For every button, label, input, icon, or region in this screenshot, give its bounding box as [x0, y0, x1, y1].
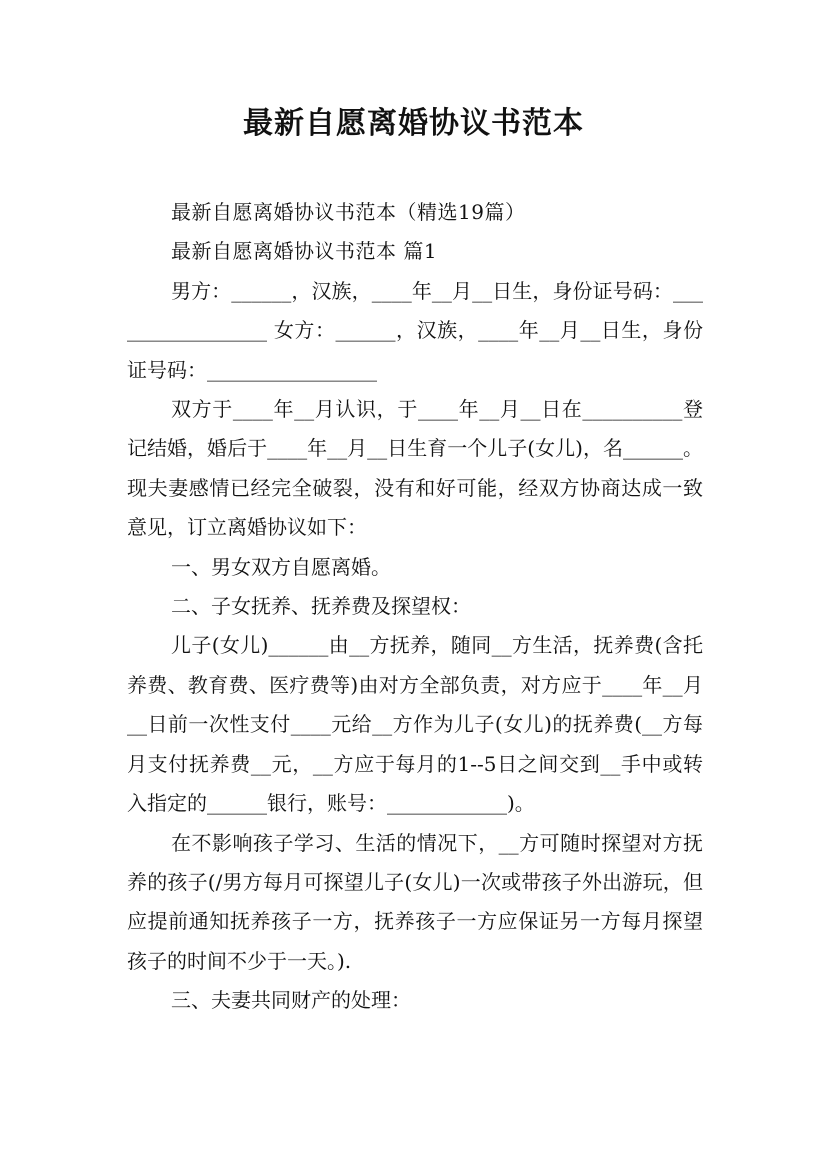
document-body — [127, 193, 703, 1021]
custody-paragraph: 儿子(女儿)______由__方抚养，随同__方生活，抚养费(含托养费、教育费、医疗费等)由对方全部负责，对方应于____年__月__日前一次性支付____元给__方作为儿子(女儿)的抚养费(__方每月支付抚养费__元，__方应于每月的1--5日之间交到__手中或转入指定的______银行，账号：____________)。 — [127, 633, 703, 816]
parties-paragraph: 男方：______，汉族，____年__月__日生，身份证号码：_________________ 女方：______，汉族，____年__月__日生，身份证号码：_________________ — [127, 278, 703, 382]
marriage-paragraph: 双方于____年__月认识，于____年__月__日在__________登记结婚，婚后于____年__月__日生育一个儿子(女儿)，名______。现夫妻感情已经完全破裂，没有和好可能，经双方协商达成一致意见，订立离婚协议如下： — [127, 397, 703, 540]
clause-one: 一、男女双方自愿离婚。 — [171, 554, 391, 579]
document-title: 最新自愿离婚协议书范本 — [243, 106, 584, 141]
clause-two-heading: 二、子女抚养、抚养费及探望权： — [171, 594, 471, 619]
intro-line: 最新自愿离婚协议书范本（精选19篇） — [171, 200, 526, 224]
section-heading: 最新自愿离婚协议书范本 篇1 — [171, 239, 438, 264]
clause-three-heading: 三、夫妻共同财产的处理： — [171, 988, 411, 1013]
visitation-paragraph: 在不影响孩子学习、生活的情况下，__方可随时探望对方抚养的孩子(/男方每月可探望儿子(女儿)一次或带孩子外出游玩，但应提前通知抚养孩子一方，抚养孩子一方应保证另一方每月探望孩子的时间不少于一天。). — [127, 830, 703, 973]
